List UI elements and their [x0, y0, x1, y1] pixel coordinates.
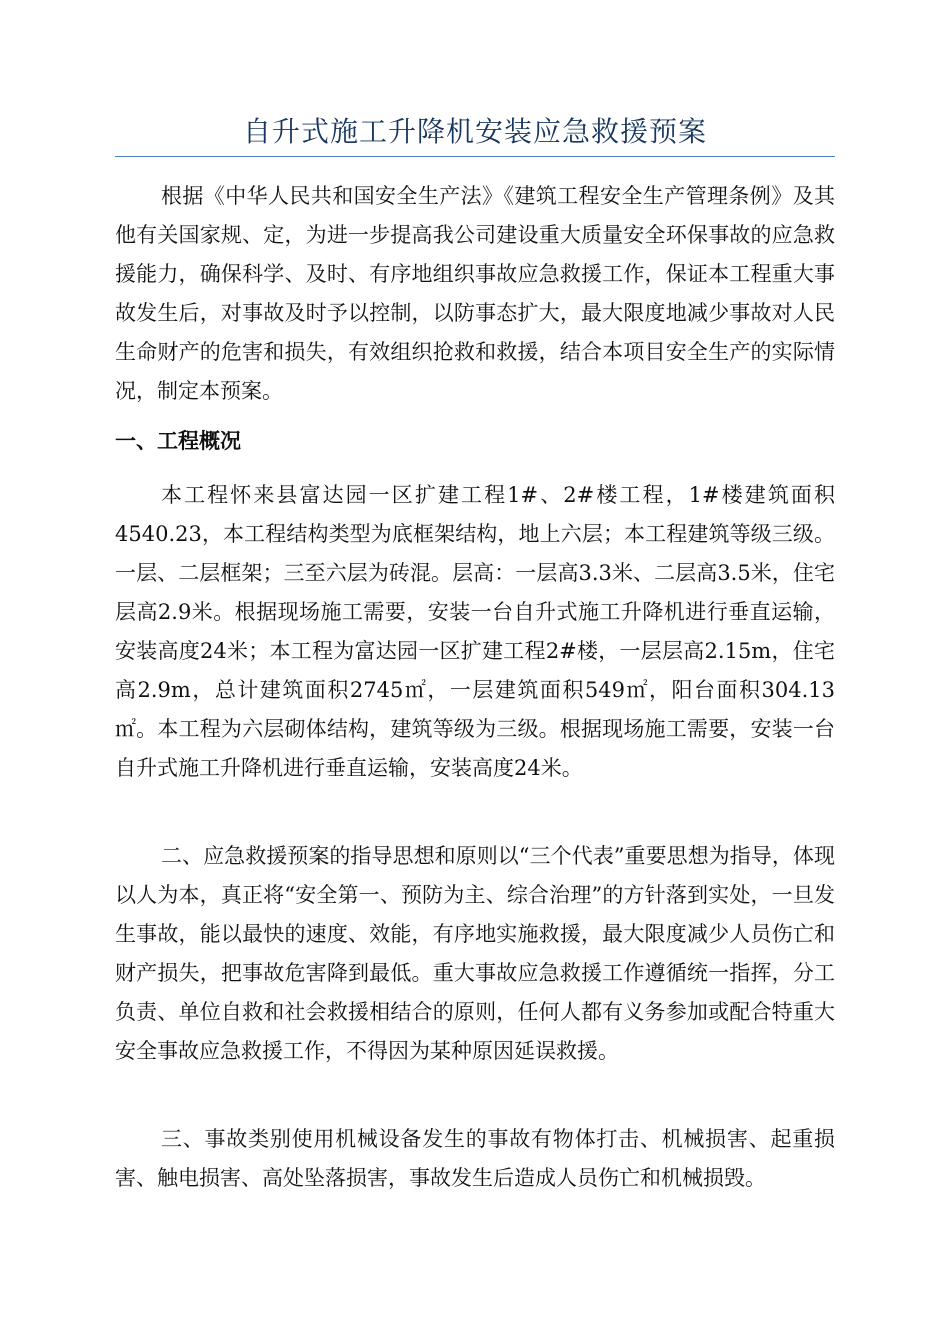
document-title: 自升式施工升降机安装应急救援预案 — [242, 115, 707, 148]
accident-types-paragraph: 三、事故类别使用机械设备发生的事故有物体打击、机械损害、起重损害、触电损害、高处坠落损害，事故发生后造成人员伤亡和机械损毁。 — [115, 1127, 835, 1190]
project-overview-paragraph: 本工程怀来县富达园一区扩建工程1#、2#楼工程，1#楼建筑面积4540.23，本工程结构类型为底框架结构，地上六层；本工程建筑等级三级。一层、二层框架；三至六层为砖混。层高：一层高3.3米、二层高3.5米，住宅层高2.9米。根据现场施工需要，安装一台自升式施工升降机进行垂直运输，安装高度24米；本工程为富达园一区扩建工程2#楼，一层层高2.15m，住宅高2.9m，总计建筑面积2745㎡，一层建筑面积549㎡，阳台面积304.13㎡。本工程为六层砌体结构，建筑等级为三级。根据现场施工需要，安装一台自升式施工升降机进行垂直运输，安装高度24米。 — [115, 483, 835, 780]
section-heading-project-overview: 一、工程概况 — [115, 428, 241, 453]
title-block — [115, 112, 835, 157]
guiding-principles-paragraph: 二、应急救援预案的指导思想和原则以“三个代表”重要思想为指导，体现以人为本，真正将“安全第一、预防为主、综合治理”的方针落到实处，一旦发生事故，能以最快的速度、效能，有序地实施救援，最大限度减少人员伤亡和财产损失，把事故危害降到最低。重大事故应急救援工作遵循统一指挥，分工负责、单位自救和社会救援相结合的原则，任何人都有义务参加或配合特重大安全事故应急救援工作，不得因为某种原因延误救援。 — [115, 844, 835, 1063]
intro-paragraph: 根据《中华人民共和国安全生产法》《建筑工程安全生产管理条例》及其他有关国家规、定，为进一步提高我公司建设重大质量安全环保事故的应急救援能力，确保科学、及时、有序地组织事故应急救援工作，保证本工程重大事故发生后，对事故及时予以控制，以防事态扩大，最大限度地减少事故对人民生命财产的危害和损失，有效组织抢救和救援，结合本项目安全生产的实际情况，制定本预案。 — [115, 184, 835, 403]
